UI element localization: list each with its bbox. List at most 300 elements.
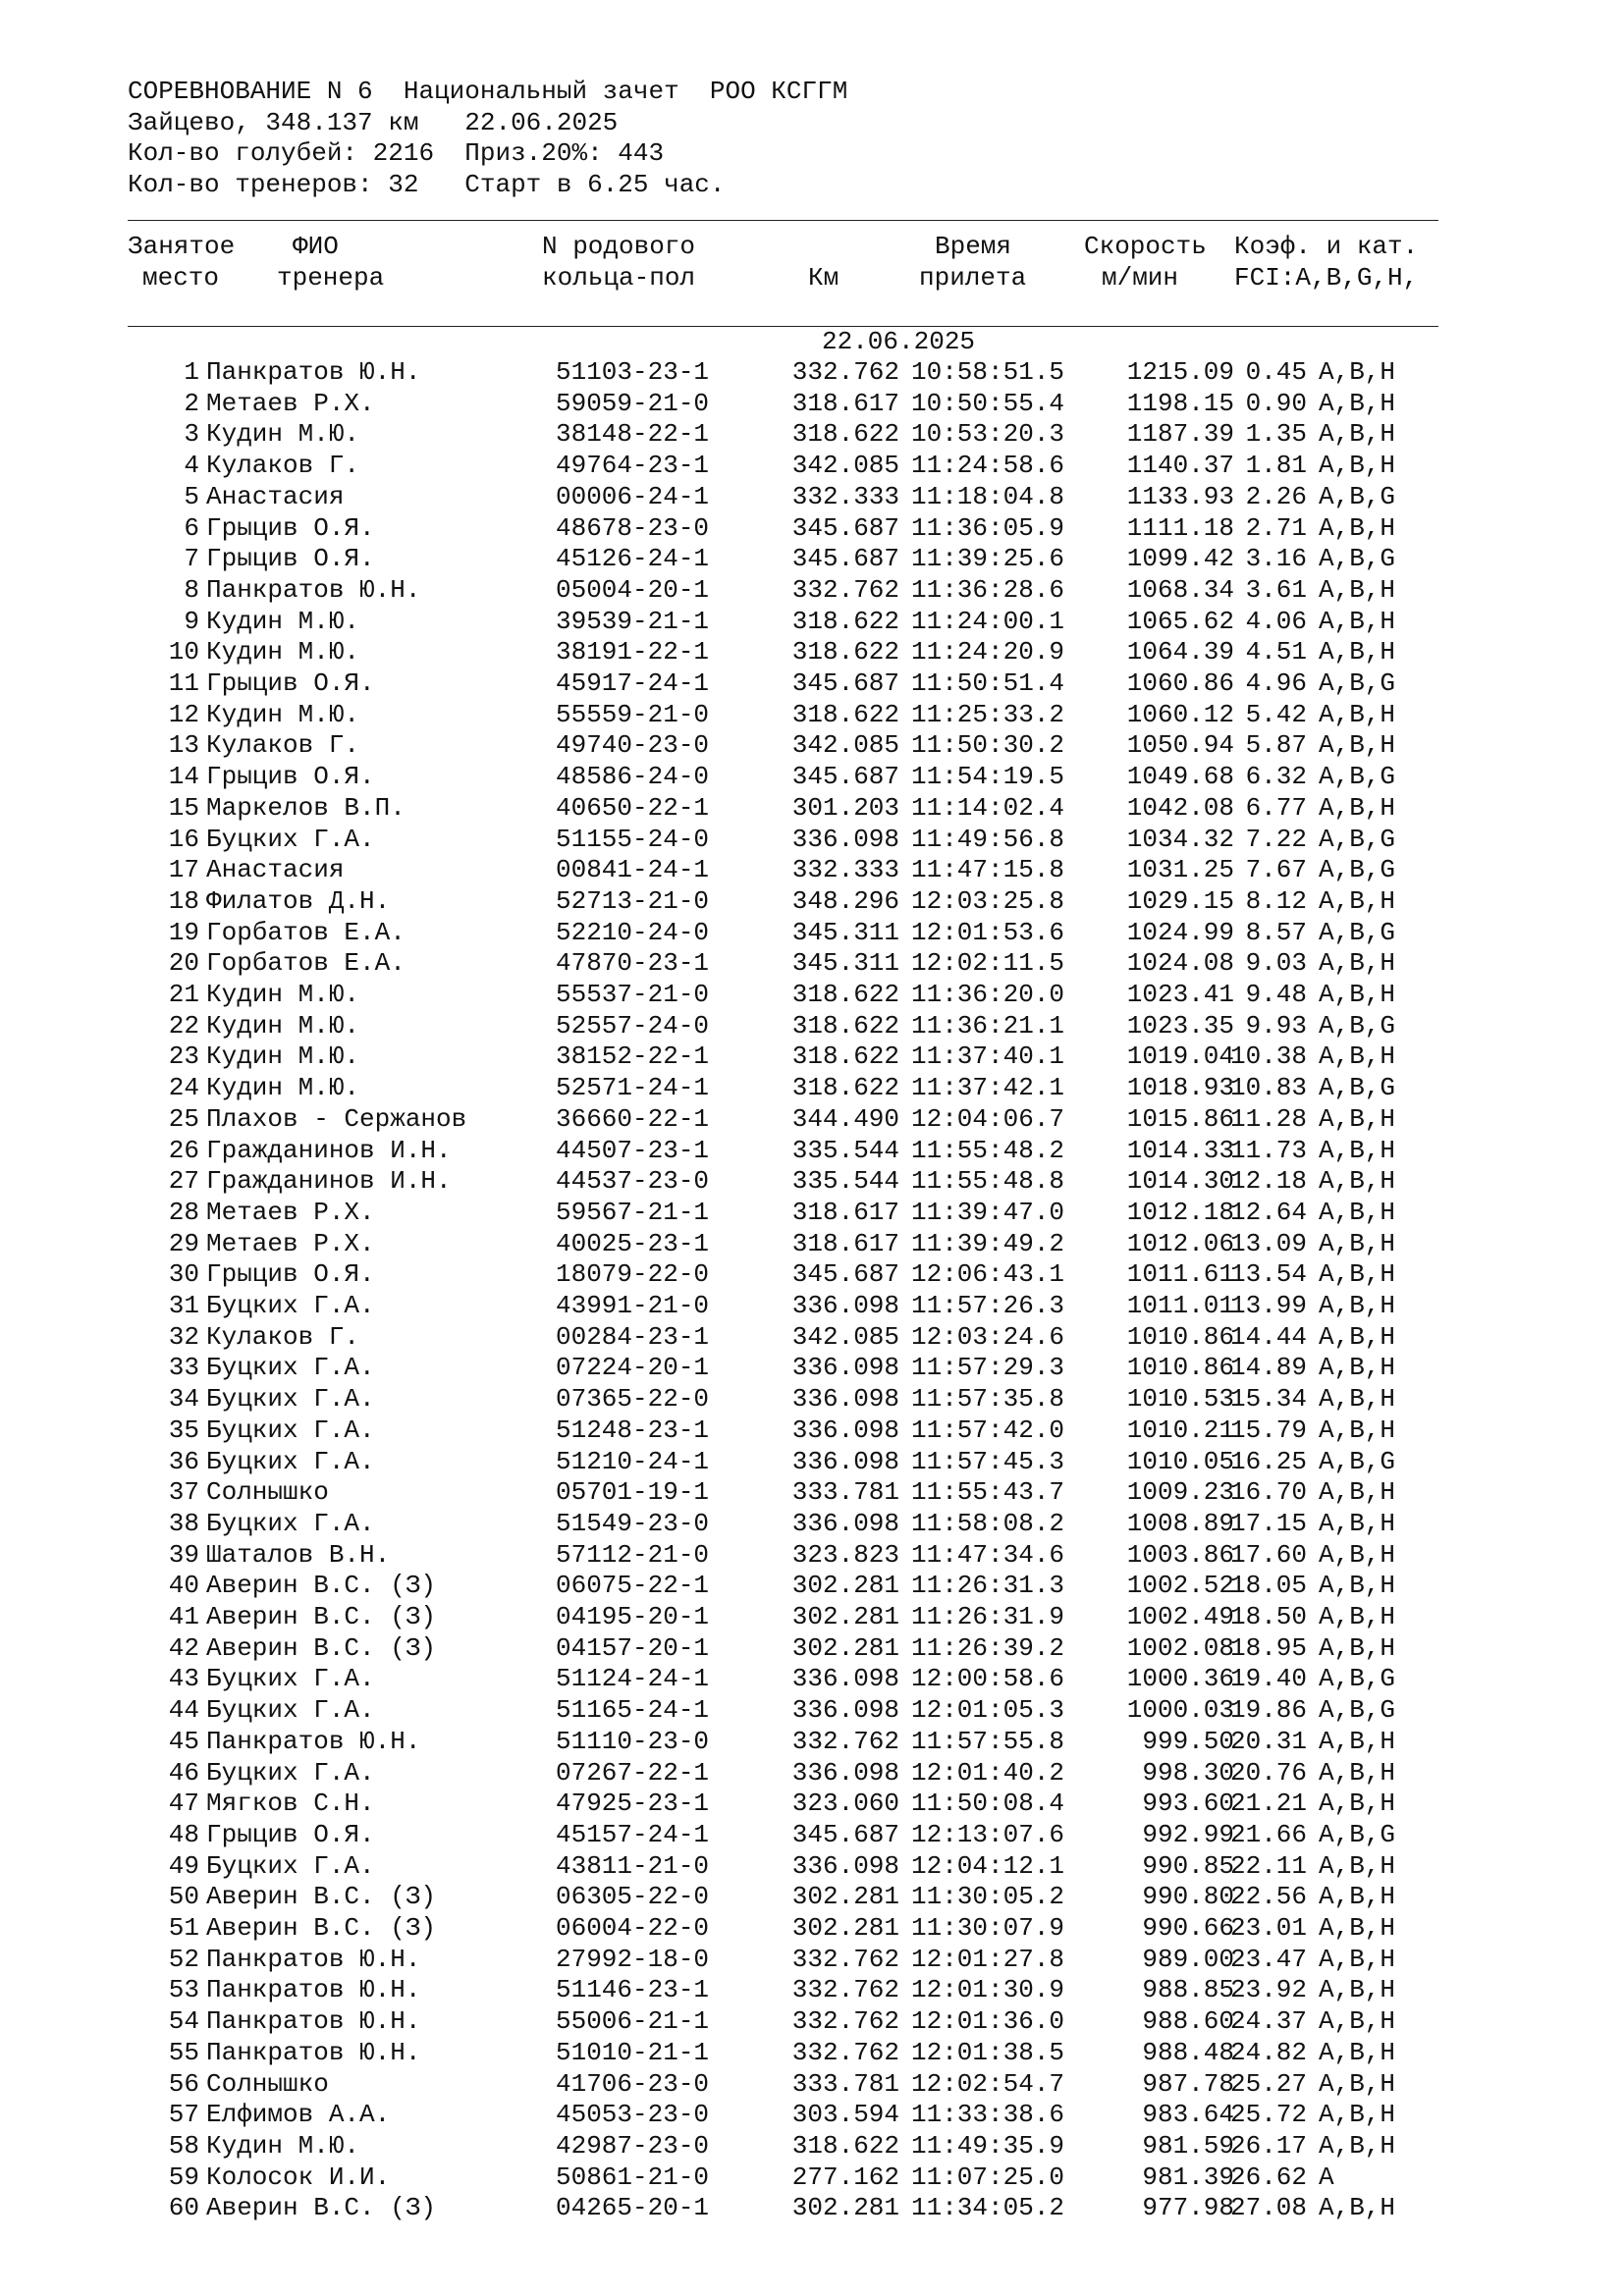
category-cell: A,B,H — [1319, 2100, 1396, 2130]
trainer-cell: Аверин В.С. (З) — [206, 2193, 437, 2223]
ring-cell: 36660-22-1 — [556, 1103, 710, 1134]
speed-cell: 990.85 — [1142, 1850, 1234, 1881]
km-cell: 302.281 — [791, 2193, 899, 2223]
time-cell: 12:01:05.3 — [911, 1695, 1065, 1726]
category-cell: A,B,H — [1319, 1975, 1396, 2005]
category-cell: A,B,H — [1319, 1228, 1396, 1258]
table-row — [0, 1602, 1624, 1632]
coef-cell: 3.16 — [1245, 544, 1307, 574]
ring-cell: 45053-23-0 — [556, 2100, 710, 2130]
place-cell: 17 — [168, 855, 199, 885]
header-top-rule — [128, 220, 1438, 221]
coef-cell: 24.37 — [1229, 2006, 1307, 2037]
trainer-cell: Панкратов Ю.Н. — [206, 357, 421, 387]
place-cell: 4 — [184, 451, 199, 481]
coef-cell: 3.61 — [1245, 574, 1307, 605]
time-cell: 10:58:51.5 — [911, 357, 1065, 387]
place-cell: 2 — [184, 388, 199, 418]
time-cell: 11:36:28.6 — [911, 574, 1065, 605]
speed-cell: 1011.61 — [1126, 1259, 1234, 1290]
ring-cell: 51210-24-1 — [556, 1446, 710, 1476]
ring-cell: 06004-22-0 — [556, 1913, 710, 1943]
ring-cell: 47925-23-1 — [556, 1789, 710, 1819]
table-row — [0, 1695, 1624, 1726]
speed-cell: 992.99 — [1142, 1819, 1234, 1849]
place-cell: 38 — [168, 1508, 199, 1538]
ring-cell: 38148-22-1 — [556, 419, 710, 450]
coef-cell: 16.70 — [1229, 1477, 1307, 1508]
ring-cell: 55006-21-1 — [556, 2006, 710, 2037]
table-row — [0, 482, 1624, 512]
competition-title: СОРЕВНОВАНИЕ N 6 Национальный зачет РОО КСГГМ — [128, 77, 848, 106]
category-cell: A,B,H — [1319, 1850, 1396, 1881]
ring-cell: 40025-23-1 — [556, 1228, 710, 1258]
speed-cell: 1012.18 — [1126, 1197, 1234, 1227]
category-cell: A,B,H — [1319, 1632, 1396, 1663]
col-coef-label-2: FCI:A,B,G,H, — [1234, 263, 1419, 293]
trainer-count-line: Кол-во тренеров: 32 Старт в 6.25 час. — [128, 170, 726, 199]
place-cell: 60 — [168, 2193, 199, 2223]
place-cell: 26 — [168, 1135, 199, 1165]
km-cell: 332.762 — [791, 1726, 899, 1756]
speed-cell: 1049.68 — [1126, 762, 1234, 792]
coef-cell: 17.15 — [1229, 1508, 1307, 1538]
category-cell: A,B,H — [1319, 1259, 1396, 1290]
coef-cell: 10.83 — [1229, 1073, 1307, 1103]
category-cell: A,B,H — [1319, 1508, 1396, 1538]
speed-cell: 1002.52 — [1126, 1571, 1234, 1601]
table-row — [0, 1198, 1624, 1228]
km-cell: 336.098 — [791, 1384, 899, 1415]
coef-cell: 16.25 — [1229, 1446, 1307, 1476]
km-cell: 318.622 — [791, 1041, 899, 1072]
table-row — [0, 1509, 1624, 1539]
trainer-cell: Панкратов Ю.Н. — [206, 1726, 421, 1756]
category-cell: A,B,H — [1319, 980, 1396, 1009]
col-time-label-1: Время — [935, 232, 1012, 261]
category-cell: A,B,H — [1319, 1944, 1396, 1974]
time-cell: 12:01:40.2 — [911, 1757, 1065, 1788]
col-time-label-2: прилета — [919, 263, 1027, 293]
col-speed-label-2: м/мин — [1102, 263, 1179, 293]
trainer-cell: Солнышко — [206, 2068, 329, 2099]
table-row — [0, 825, 1624, 855]
time-cell: 10:53:20.3 — [911, 419, 1065, 450]
place-cell: 53 — [168, 1975, 199, 2005]
km-cell: 333.781 — [791, 2068, 899, 2099]
km-cell: 302.281 — [791, 1632, 899, 1663]
category-cell: A,B,G — [1319, 481, 1396, 511]
speed-cell: 981.59 — [1142, 2130, 1234, 2161]
time-cell: 11:24:20.9 — [911, 637, 1065, 667]
place-cell: 30 — [168, 1259, 199, 1290]
table-row — [0, 2069, 1624, 2100]
time-cell: 12:01:30.9 — [911, 1975, 1065, 2005]
place-cell: 48 — [168, 1819, 199, 1849]
coef-cell: 23.92 — [1229, 1975, 1307, 2005]
category-cell: A,B,H — [1319, 2130, 1396, 2161]
place-cell: 19 — [168, 917, 199, 947]
time-cell: 11:30:05.2 — [911, 1882, 1065, 1912]
speed-cell: 1023.41 — [1126, 980, 1234, 1009]
col-name-label-2: тренера — [277, 263, 385, 293]
place-cell: 22 — [168, 1010, 199, 1041]
coef-cell: 13.99 — [1229, 1291, 1307, 1320]
category-cell: A,B,H — [1319, 948, 1396, 979]
speed-cell: 1060.86 — [1126, 668, 1234, 698]
time-cell: 11:47:34.6 — [911, 1539, 1065, 1570]
ring-cell: 18079-22-0 — [556, 1259, 710, 1290]
km-cell: 335.544 — [791, 1135, 899, 1165]
km-cell: 277.162 — [791, 2162, 899, 2192]
category-cell: A,B,H — [1319, 1103, 1396, 1134]
table-row — [0, 1041, 1624, 1072]
speed-cell: 1111.18 — [1126, 512, 1234, 543]
time-cell: 12:01:27.8 — [911, 1944, 1065, 1974]
category-cell: A,B,H — [1319, 451, 1396, 481]
ring-cell: 45917-24-1 — [556, 668, 710, 698]
ring-cell: 48678-23-0 — [556, 512, 710, 543]
table-row — [0, 1571, 1624, 1601]
time-cell: 11:50:08.4 — [911, 1789, 1065, 1819]
category-cell: A,B,H — [1319, 512, 1396, 543]
speed-cell: 1000.03 — [1126, 1695, 1234, 1726]
time-cell: 11:57:26.3 — [911, 1291, 1065, 1320]
place-cell: 40 — [168, 1571, 199, 1601]
trainer-cell: Грыцив О.Я. — [206, 668, 375, 698]
ring-cell: 55537-21-0 — [556, 980, 710, 1009]
coef-cell: 14.44 — [1229, 1321, 1307, 1352]
speed-cell: 1064.39 — [1126, 637, 1234, 667]
speed-cell: 1140.37 — [1126, 451, 1234, 481]
ring-cell: 51110-23-0 — [556, 1726, 710, 1756]
km-cell: 301.203 — [791, 792, 899, 823]
trainer-cell: Анастасия — [206, 481, 345, 511]
km-cell: 336.098 — [791, 1508, 899, 1538]
category-cell: A,B,G — [1319, 544, 1396, 574]
ring-cell: 40650-22-1 — [556, 792, 710, 823]
ring-cell: 51124-24-1 — [556, 1664, 710, 1694]
table-row — [0, 1104, 1624, 1135]
place-cell: 33 — [168, 1353, 199, 1383]
km-cell: 336.098 — [791, 1446, 899, 1476]
category-cell: A,B,H — [1319, 574, 1396, 605]
table-row — [0, 1011, 1624, 1041]
table-row — [0, 1664, 1624, 1694]
table-row — [0, 1447, 1624, 1477]
place-cell: 15 — [168, 792, 199, 823]
table-row — [0, 1353, 1624, 1383]
location-line: Зайцево, 348.137 км 22.06.2025 — [128, 108, 619, 137]
coef-cell: 18.50 — [1229, 1602, 1307, 1631]
time-cell: 12:01:53.6 — [911, 917, 1065, 947]
speed-cell: 1010.86 — [1126, 1353, 1234, 1383]
trainer-cell: Гражданинов И.Н. — [206, 1135, 452, 1165]
coef-cell: 11.73 — [1229, 1135, 1307, 1165]
km-cell: 336.098 — [791, 1664, 899, 1694]
trainer-cell: Буцких Г.А. — [206, 1353, 375, 1383]
coef-cell: 21.21 — [1229, 1789, 1307, 1819]
speed-cell: 1019.04 — [1126, 1041, 1234, 1072]
category-cell: A,B,H — [1319, 1197, 1396, 1227]
trainer-cell: Буцких Г.А. — [206, 824, 375, 854]
speed-cell: 1015.86 — [1126, 1103, 1234, 1134]
coef-cell: 12.64 — [1229, 1197, 1307, 1227]
km-cell: 336.098 — [791, 1291, 899, 1320]
time-cell: 12:02:11.5 — [911, 948, 1065, 979]
ring-cell: 38191-22-1 — [556, 637, 710, 667]
speed-cell: 1024.08 — [1126, 948, 1234, 979]
place-cell: 36 — [168, 1446, 199, 1476]
trainer-cell: Буцких Г.А. — [206, 1291, 375, 1320]
ring-cell: 27992-18-0 — [556, 1944, 710, 1974]
time-cell: 11:39:47.0 — [911, 1197, 1065, 1227]
trainer-cell: Метаев Р.Х. — [206, 1228, 375, 1258]
table-row — [0, 1136, 1624, 1166]
coef-cell: 8.57 — [1245, 917, 1307, 947]
speed-cell: 1018.93 — [1126, 1073, 1234, 1103]
time-cell: 11:55:43.7 — [911, 1477, 1065, 1508]
table-row — [0, 1975, 1624, 2005]
category-cell: A,B,H — [1319, 2068, 1396, 2099]
table-row — [0, 1727, 1624, 1757]
km-cell: 332.762 — [791, 1944, 899, 1974]
place-cell: 39 — [168, 1539, 199, 1570]
speed-cell: 1009.23 — [1126, 1477, 1234, 1508]
km-cell: 345.687 — [791, 512, 899, 543]
place-cell: 5 — [184, 481, 199, 511]
table-row — [0, 607, 1624, 637]
table-row — [0, 1789, 1624, 1819]
trainer-cell: Грыцив О.Я. — [206, 544, 375, 574]
ring-cell: 59059-21-0 — [556, 388, 710, 418]
km-cell: 302.281 — [791, 1913, 899, 1943]
ring-cell: 59567-21-1 — [556, 1197, 710, 1227]
km-cell: 345.311 — [791, 948, 899, 979]
category-cell: A,B,H — [1319, 1913, 1396, 1943]
ring-cell: 07365-22-0 — [556, 1384, 710, 1415]
place-cell: 11 — [168, 668, 199, 698]
time-cell: 11:14:02.4 — [911, 792, 1065, 823]
speed-cell: 1008.89 — [1126, 1508, 1234, 1538]
place-cell: 12 — [168, 699, 199, 729]
table-row — [0, 1291, 1624, 1321]
table-row — [0, 700, 1624, 730]
km-cell: 345.687 — [791, 1819, 899, 1849]
table-row — [0, 730, 1624, 761]
km-cell: 318.622 — [791, 1010, 899, 1041]
table-row — [0, 544, 1624, 574]
coef-cell: 20.76 — [1229, 1757, 1307, 1788]
speed-cell: 989.00 — [1142, 1944, 1234, 1974]
table-row — [0, 357, 1624, 388]
category-cell: A,B,H — [1319, 1166, 1396, 1197]
time-cell: 11:39:49.2 — [911, 1228, 1065, 1258]
trainer-cell: Горбатов Е.А. — [206, 948, 406, 979]
speed-cell: 988.60 — [1142, 2006, 1234, 2037]
coef-cell: 11.28 — [1229, 1103, 1307, 1134]
category-cell: A,B,H — [1319, 1539, 1396, 1570]
trainer-cell: Гражданинов И.Н. — [206, 1166, 452, 1197]
coef-cell: 1.81 — [1245, 451, 1307, 481]
speed-cell: 999.50 — [1142, 1726, 1234, 1756]
table-row — [0, 1322, 1624, 1353]
trainer-cell: Буцких Г.А. — [206, 1850, 375, 1881]
table-row — [0, 1540, 1624, 1571]
time-cell: 12:00:58.6 — [911, 1664, 1065, 1694]
trainer-cell: Кудин М.Ю. — [206, 699, 360, 729]
ring-cell: 51549-23-0 — [556, 1508, 710, 1538]
speed-cell: 1000.36 — [1126, 1664, 1234, 1694]
time-cell: 11:24:58.6 — [911, 451, 1065, 481]
trainer-cell: Колосок И.И. — [206, 2162, 391, 2192]
coef-cell: 23.47 — [1229, 1944, 1307, 1974]
category-cell: A,B,G — [1319, 1664, 1396, 1694]
ring-cell: 51248-23-1 — [556, 1415, 710, 1445]
ring-cell: 48586-24-0 — [556, 762, 710, 792]
table-row — [0, 1820, 1624, 1850]
category-cell: A,B,H — [1319, 1757, 1396, 1788]
speed-cell: 1060.12 — [1126, 699, 1234, 729]
place-cell: 29 — [168, 1228, 199, 1258]
time-cell: 11:39:25.6 — [911, 544, 1065, 574]
speed-cell: 1034.32 — [1126, 824, 1234, 854]
coef-cell: 21.66 — [1229, 1819, 1307, 1849]
table-row — [0, 1758, 1624, 1789]
trainer-cell: Кудин М.Ю. — [206, 419, 360, 450]
category-cell: A,B,G — [1319, 1819, 1396, 1849]
table-row — [0, 1477, 1624, 1508]
col-km-label: Км — [808, 263, 839, 293]
speed-cell: 1023.35 — [1126, 1010, 1234, 1041]
time-cell: 12:03:25.8 — [911, 885, 1065, 916]
place-cell: 34 — [168, 1384, 199, 1415]
category-cell: A,B,H — [1319, 2193, 1396, 2223]
time-cell: 11:57:45.3 — [911, 1446, 1065, 1476]
coef-cell: 14.89 — [1229, 1353, 1307, 1383]
ring-cell: 04195-20-1 — [556, 1602, 710, 1631]
category-cell: A,B,H — [1319, 1477, 1396, 1508]
coef-cell: 9.03 — [1245, 948, 1307, 979]
time-cell: 11:54:19.5 — [911, 762, 1065, 792]
trainer-cell: Кулаков Г. — [206, 1321, 360, 1352]
time-cell: 11:57:29.3 — [911, 1353, 1065, 1383]
km-cell: 303.594 — [791, 2100, 899, 2130]
km-cell: 318.617 — [791, 1228, 899, 1258]
speed-cell: 1012.06 — [1126, 1228, 1234, 1258]
trainer-cell: Кудин М.Ю. — [206, 980, 360, 1009]
speed-cell: 1050.94 — [1126, 730, 1234, 761]
table-row — [0, 1073, 1624, 1103]
time-cell: 11:36:21.1 — [911, 1010, 1065, 1041]
ring-cell: 52557-24-0 — [556, 1010, 710, 1041]
speed-cell: 1042.08 — [1126, 792, 1234, 823]
coef-cell: 20.31 — [1229, 1726, 1307, 1756]
trainer-cell: Шаталов В.Н. — [206, 1539, 391, 1570]
ring-cell: 07224-20-1 — [556, 1353, 710, 1383]
trainer-cell: Метаев Р.Х. — [206, 388, 375, 418]
table-row — [0, 1913, 1624, 1944]
km-cell: 318.622 — [791, 1073, 899, 1103]
speed-cell: 1010.86 — [1126, 1321, 1234, 1352]
time-cell: 11:57:42.0 — [911, 1415, 1065, 1445]
trainer-cell: Кудин М.Ю. — [206, 1073, 360, 1103]
km-cell: 335.544 — [791, 1166, 899, 1197]
trainer-cell: Аверин В.С. (З) — [206, 1602, 437, 1631]
trainer-cell: Кудин М.Ю. — [206, 1010, 360, 1041]
km-cell: 318.617 — [791, 1197, 899, 1227]
ring-cell: 49740-23-0 — [556, 730, 710, 761]
time-cell: 11:37:40.1 — [911, 1041, 1065, 1072]
place-cell: 28 — [168, 1197, 199, 1227]
place-cell: 58 — [168, 2130, 199, 2161]
trainer-cell: Буцких Г.А. — [206, 1384, 375, 1415]
km-cell: 342.085 — [791, 730, 899, 761]
km-cell: 336.098 — [791, 1415, 899, 1445]
trainer-cell: Кудин М.Ю. — [206, 637, 360, 667]
place-cell: 54 — [168, 2006, 199, 2037]
table-row — [0, 2038, 1624, 2068]
km-cell: 323.060 — [791, 1789, 899, 1819]
coef-cell: 5.42 — [1245, 699, 1307, 729]
trainer-cell: Буцких Г.А. — [206, 1415, 375, 1445]
ring-cell: 51155-24-0 — [556, 824, 710, 854]
time-cell: 11:25:33.2 — [911, 699, 1065, 729]
km-cell: 333.781 — [791, 1477, 899, 1508]
speed-cell: 990.80 — [1142, 1882, 1234, 1912]
table-row — [0, 419, 1624, 450]
place-cell: 23 — [168, 1041, 199, 1072]
coef-cell: 4.96 — [1245, 668, 1307, 698]
category-cell: A,B,G — [1319, 1010, 1396, 1041]
km-cell: 332.762 — [791, 2006, 899, 2037]
table-row — [0, 1882, 1624, 1912]
category-cell: A,B,H — [1319, 2037, 1396, 2067]
place-cell: 37 — [168, 1477, 199, 1508]
place-cell: 7 — [184, 544, 199, 574]
table-row — [0, 886, 1624, 917]
km-cell: 336.098 — [791, 1353, 899, 1383]
table-row — [0, 1415, 1624, 1446]
ring-cell: 06075-22-1 — [556, 1571, 710, 1601]
speed-cell: 1002.08 — [1126, 1632, 1234, 1663]
trainer-cell: Плахов - Сержанов — [206, 1103, 467, 1134]
time-cell: 11:58:08.2 — [911, 1508, 1065, 1538]
km-cell: 344.490 — [791, 1103, 899, 1134]
trainer-cell: Панкратов Ю.Н. — [206, 1975, 421, 2005]
speed-cell: 1014.33 — [1126, 1135, 1234, 1165]
trainer-cell: Мягков С.Н. — [206, 1789, 375, 1819]
ring-cell: 52210-24-0 — [556, 917, 710, 947]
ring-cell: 38152-22-1 — [556, 1041, 710, 1072]
place-cell: 31 — [168, 1291, 199, 1320]
coef-cell: 26.62 — [1229, 2162, 1307, 2192]
place-cell: 55 — [168, 2037, 199, 2067]
coef-cell: 15.34 — [1229, 1384, 1307, 1415]
km-cell: 318.622 — [791, 980, 899, 1009]
place-cell: 14 — [168, 762, 199, 792]
table-row — [0, 513, 1624, 544]
coef-cell: 9.93 — [1245, 1010, 1307, 1041]
ring-cell: 42987-23-0 — [556, 2130, 710, 2161]
time-cell: 12:01:38.5 — [911, 2037, 1065, 2067]
place-cell: 3 — [184, 419, 199, 450]
ring-cell: 06305-22-0 — [556, 1882, 710, 1912]
time-cell: 11:49:35.9 — [911, 2130, 1065, 2161]
speed-cell: 988.85 — [1142, 1975, 1234, 2005]
category-cell: A,B,H — [1319, 637, 1396, 667]
category-cell: A,B,G — [1319, 762, 1396, 792]
